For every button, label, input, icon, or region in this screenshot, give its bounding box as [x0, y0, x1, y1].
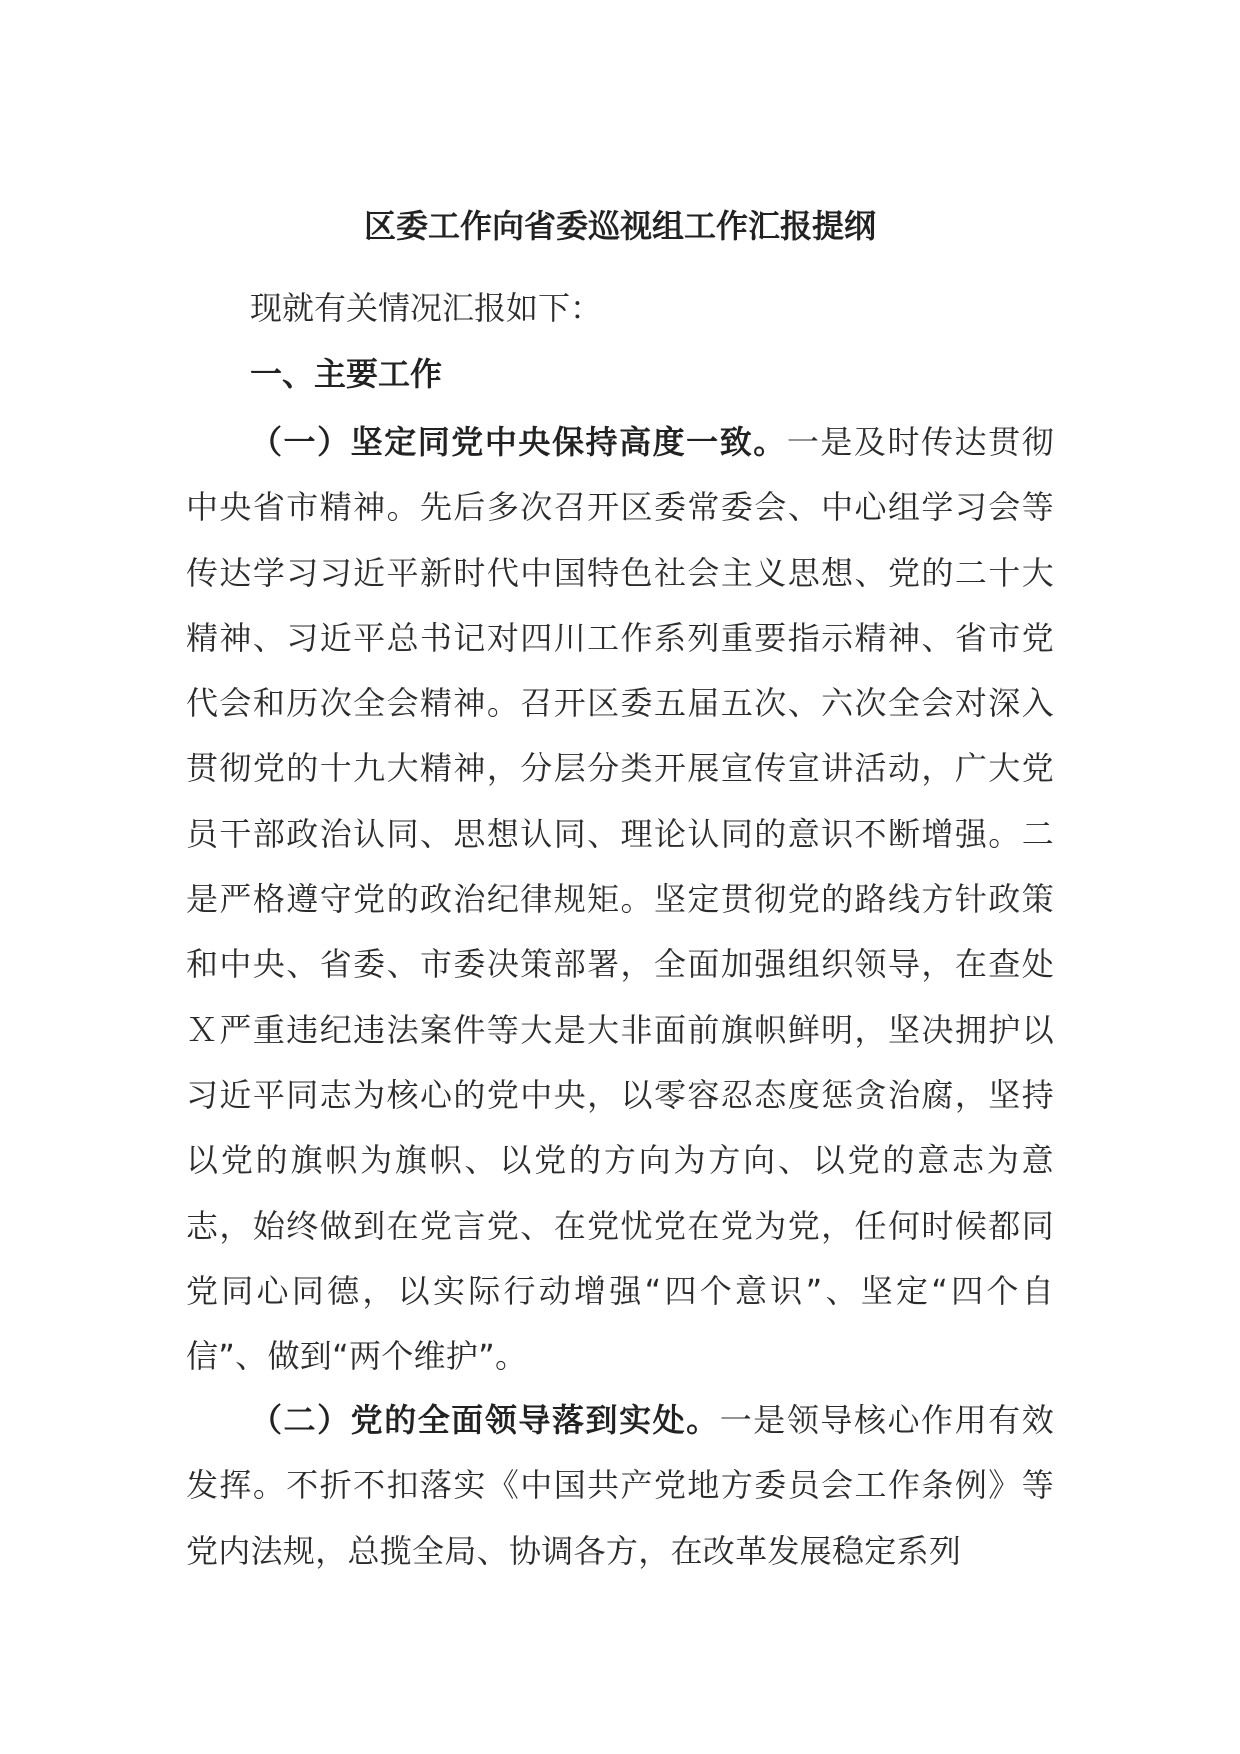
document-title: 区委工作向省委巡视组工作汇报提纲 [363, 207, 876, 245]
section-heading-main-work: 一、主要工作 [250, 355, 443, 393]
paragraph-body: 一是领导核心作用有效发挥。不折不扣落实《中国共产党地方委员会工作条例》等党内法规，总揽全局、协调各方，在改革发展稳定系列 [186, 1401, 1054, 1570]
intro-text: 现就有关情况汇报如下： [250, 289, 603, 327]
paragraph-political-alignment [186, 410, 1054, 1389]
paragraph-heading: （一）坚定同党中央保持高度一致。 [250, 423, 787, 461]
paragraph-heading: （二）党的全面领导落到实处。 [250, 1401, 720, 1439]
paragraph-body: 一是及时传达贯彻中央省市精神。先后多次召开区委常委会、中心组学习会等传达学习习近平新时代中国特色社会主义思想、党的二十大精神、习近平总书记对四川工作系列重要指示精神、省市党代会和历次全会精神。召开区委五届五次、六次全会对深入贯彻党的十九大精神，分层分类开展宣传宣讲活动，广大党员干部政治认同、思想认同、理论认同的意识不断增强。二是严格遵守党的政治纪律规矩。坚定贯彻党的路线方针政策和中央、省委、市委决策部署，全面加强组织领导，在查处Ｘ严重违纪违法案件等大是大非面前旗帜鲜明，坚决拥护以习近平同志为核心的党中央，以零容忍态度惩贪治腐，坚持以党的旗帜为旗帜、以党的方向为方向、以党的意志为意志，始终做到在党言党、在党忧党在党为党，任何时候都同党同心同德，以实际行动增强“四个意识”、坚定“四个自信”、做到“两个维护”。 [186, 423, 1054, 1376]
paragraph-party-leadership [186, 1388, 1054, 1584]
